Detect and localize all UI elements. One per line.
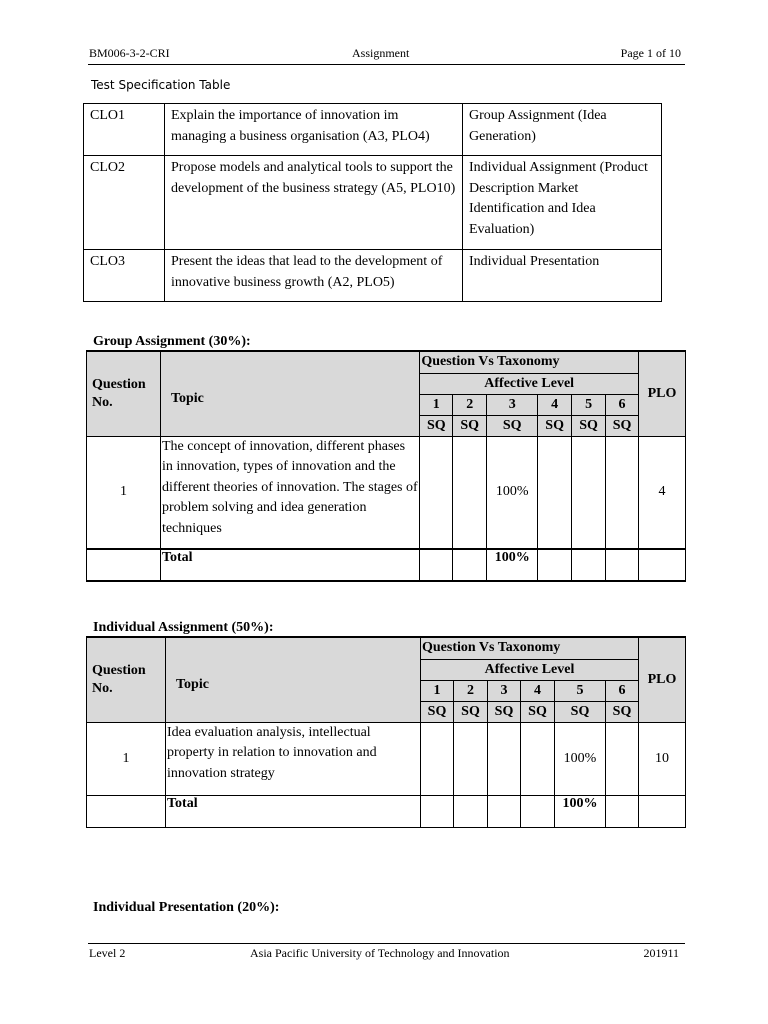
table-row	[87, 722, 686, 795]
question-number: 1	[87, 436, 161, 549]
sq-header: SQ	[606, 415, 639, 436]
table-row	[84, 156, 662, 250]
level-header: 3	[487, 394, 538, 415]
test-spec-table	[83, 103, 662, 302]
level-header: 5	[572, 394, 606, 415]
sq-header: SQ	[538, 415, 572, 436]
sq-header: SQ	[555, 701, 606, 722]
plo-header: PLO	[639, 351, 686, 436]
topic-header: Topic	[166, 637, 421, 722]
footer-level: Level 2	[89, 946, 126, 960]
clo-description: Propose models and analytical tools to support the development of the business strategy (A5, PLO10)	[165, 156, 463, 250]
individual-assignment-title: Individual Assignment (50%):	[93, 620, 274, 635]
clo-description: Present the ideas that lead to the development of innovative business growth (A2, PLO5)	[165, 250, 463, 302]
sq-header: SQ	[521, 701, 555, 722]
affective-level-header: Affective Level	[421, 659, 639, 680]
clo-assessment: Individual Assignment (Product Description Market Identification and Idea Evaluation)	[463, 156, 662, 250]
clo-cell: CLO2	[84, 156, 165, 250]
question-no-header: Question No.	[87, 351, 161, 436]
total-value: 100%	[555, 795, 606, 827]
individual-presentation-title: Individual Presentation (20%):	[93, 900, 280, 915]
level-header: 4	[521, 680, 555, 701]
clo-cell: CLO3	[84, 250, 165, 302]
clo-assessment: Individual Presentation	[463, 250, 662, 302]
individual-taxonomy-table	[86, 636, 686, 828]
sq-header: SQ	[454, 701, 488, 722]
table-row	[84, 250, 662, 302]
level-header: 6	[606, 394, 639, 415]
question-number: 1	[87, 722, 166, 795]
total-row	[87, 795, 686, 827]
table-row	[84, 104, 662, 156]
test-spec-title: Test Specification Table	[91, 78, 231, 92]
total-row	[87, 549, 686, 581]
sq-header: SQ	[420, 415, 453, 436]
level-header: 6	[606, 680, 639, 701]
level-header: 4	[538, 394, 572, 415]
affective-level-header: Affective Level	[420, 373, 639, 394]
page-footer	[88, 943, 685, 962]
footer-code: 201911	[643, 946, 679, 960]
page-number: Page 1 of 10	[620, 46, 681, 60]
level-5-value: 100%	[555, 722, 606, 795]
table-row	[87, 436, 686, 549]
clo-cell: CLO1	[84, 104, 165, 156]
document-title: Assignment	[352, 46, 410, 60]
level-header: 2	[453, 394, 487, 415]
page-header	[88, 46, 685, 65]
plo-value: 4	[639, 436, 686, 549]
topic-header: Topic	[160, 351, 419, 436]
level-header: 3	[488, 680, 521, 701]
clo-assessment: Group Assignment (Idea Generation)	[463, 104, 662, 156]
sq-header: SQ	[421, 701, 454, 722]
topic-text: The concept of innovation, different phases in innovation, types of innovation and the different theories of innovation. The stages of problem solving and idea generation techniques	[160, 436, 419, 549]
plo-header: PLO	[639, 637, 686, 722]
module-code: BM006-3-2-CRI	[89, 46, 170, 60]
level-header: 1	[420, 394, 453, 415]
sq-header: SQ	[606, 701, 639, 722]
level-header: 2	[454, 680, 488, 701]
total-label: Total	[160, 549, 419, 581]
level-3-value: 100%	[487, 436, 538, 549]
topic-text: Idea evaluation analysis, intellectual property in relation to innovation and innovation strategy	[166, 722, 421, 795]
total-value: 100%	[487, 549, 538, 581]
sq-header: SQ	[487, 415, 538, 436]
sq-header: SQ	[488, 701, 521, 722]
level-header: 5	[555, 680, 606, 701]
plo-value: 10	[639, 722, 686, 795]
question-vs-taxonomy-header: Question Vs Taxonomy	[421, 637, 639, 659]
sq-header: SQ	[572, 415, 606, 436]
question-no-header: Question No.	[87, 637, 166, 722]
group-assignment-title: Group Assignment (30%):	[93, 334, 251, 349]
clo-description: Explain the importance of innovation im managing a business organisation (A3, PLO4)	[165, 104, 463, 156]
question-vs-taxonomy-header: Question Vs Taxonomy	[420, 351, 639, 373]
level-header: 1	[421, 680, 454, 701]
group-taxonomy-table	[86, 350, 686, 582]
total-label: Total	[166, 795, 421, 827]
footer-university: Asia Pacific University of Technology and Innovation	[250, 946, 510, 960]
sq-header: SQ	[453, 415, 487, 436]
